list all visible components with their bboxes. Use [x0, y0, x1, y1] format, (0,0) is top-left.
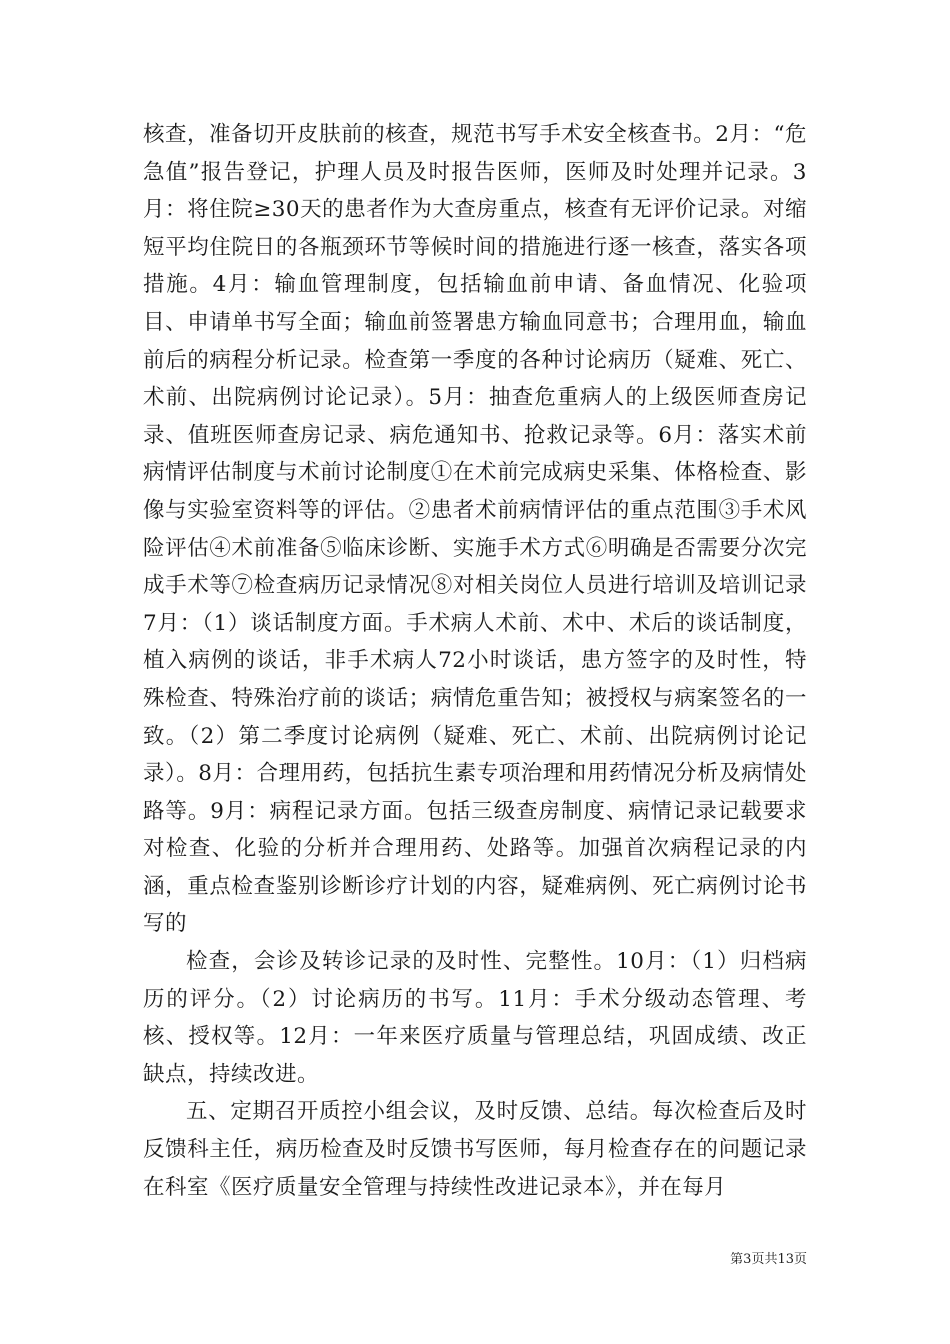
paragraph-section-five: 五、定期召开质控小组会议，及时反馈、总结。每次检查后及时反馈科主任，病历检查及时反馈书写医师，每月检查存在的问题记录在科室《医疗质量安全管理与持续性改进记录本》，并在每月	[143, 1099, 807, 1200]
page-number-footer: 第3页共13页	[730, 1252, 807, 1267]
paragraph-checks-continued: 检查，会诊及转诊记录的及时性、完整性。10月：（1）归档病历的评分。（2）讨论病历的书写。11月：手术分级动态管理、考核、授权等。12月：一年来医疗质量与管理总结，巩固成绩、改正缺点，持续改进。	[143, 949, 807, 1087]
paragraph-monthly-checks: 核查，准备切开皮肤前的核查，规范书写手术安全核查书。2月：“危急值”报告登记，护理人员及时报告医师，医师及时处理并记录。3月：将住院≥30天的患者作为大查房重点，核查有无评价记录。对缩短平均住院日的各瓶颈环节等候时间的措施进行逐一核查，落实各项措施。4月：输血管理制度，包括输血前申请、备血情况、化验项目、申请单书写全面；输血前签署患方输血同意书；合理用血，输血前后的病程分析记录。检查第一季度的各种讨论病历（疑难、死亡、术前、出院病例讨论记录）。5月：抽查危重病人的上级医师查房记录、值班医师查房记录、病危通知书、抢救记录等。6月：落实术前病情评估制度与术前讨论制度①在术前完成病史采集、体格检查、影像与实验室资料等的评估。②患者术前病情评估的重点范围③手术风险评估④术前准备⑤临床诊断、实施手术方式⑥明确是否需要分次完成手术等⑦检查病历记录情况⑧对相关岗位人员进行培训及培训记录7月：（1）谈话制度方面。手术病人术前、术中、术后的谈话制度，植入病例的谈话，非手术病人72小时谈话，患方签字的及时性，特殊检查、特殊治疗前的谈话；病情危重告知；被授权与病案签名的一致。（2）第二季度讨论病例（疑难、死亡、术前、出院病例讨论记录）。8月：合理用药，包括抗生素专项治理和用药情况分析及病情处路等。9月：病程记录方面。包括三级查房制度、病情记录记载要求对检查、化验的分析并合理用药、处路等。加强首次病程记录的内涵，重点检查鉴别诊断诊疗计划的内容，疑难病例、死亡病例讨论书写的	[143, 122, 807, 937]
body-text	[143, 116, 807, 1206]
